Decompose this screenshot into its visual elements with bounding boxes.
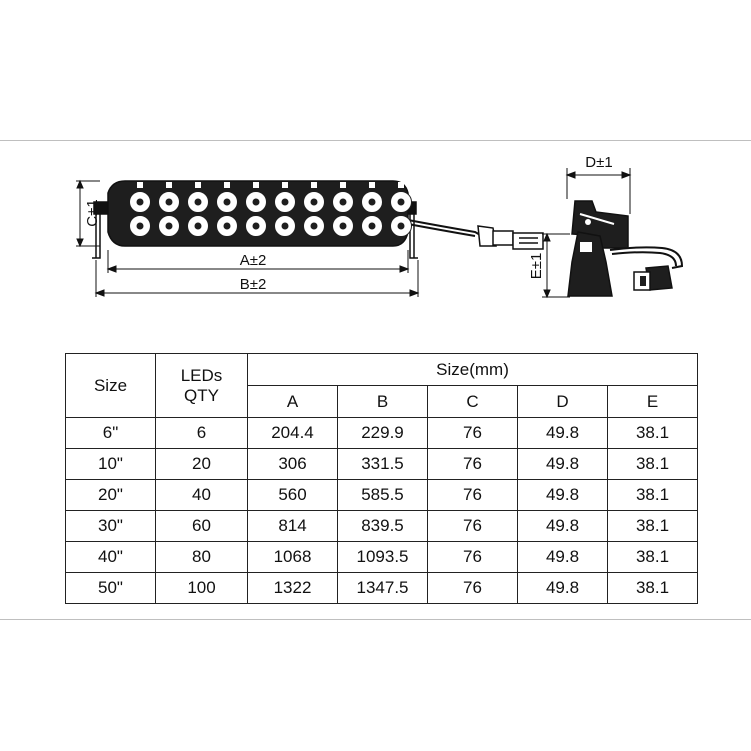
housing-screw — [166, 182, 172, 188]
cell-d: 49.8 — [518, 449, 608, 480]
cell-a: 1322 — [248, 573, 338, 604]
header-col-d: D — [518, 386, 608, 418]
cell-e: 38.1 — [608, 573, 698, 604]
dim-d-label: D±1 — [585, 154, 613, 171]
table-row — [66, 418, 698, 449]
housing-screw — [340, 182, 346, 188]
connector-plug — [513, 233, 543, 249]
led-chip — [253, 223, 260, 230]
cell-size: 10" — [66, 449, 156, 480]
cell-c: 76 — [428, 480, 518, 511]
spec-table — [65, 353, 698, 604]
led-chip — [195, 223, 202, 230]
led-chip — [311, 223, 318, 230]
cell-size: 40" — [66, 542, 156, 573]
housing-screw — [398, 182, 404, 188]
cell-b: 331.5 — [338, 449, 428, 480]
cell-size: 6" — [66, 418, 156, 449]
cell-size: 20" — [66, 480, 156, 511]
cell-leds: 100 — [156, 573, 248, 604]
housing-screw — [311, 182, 317, 188]
cell-e: 38.1 — [608, 480, 698, 511]
header-leds-line1: LEDs — [180, 365, 223, 385]
cell-b: 1347.5 — [338, 573, 428, 604]
cell-c: 76 — [428, 542, 518, 573]
led-chip — [137, 199, 144, 206]
header-leds — [156, 354, 248, 418]
cell-d: 49.8 — [518, 573, 608, 604]
cell-a: 306 — [248, 449, 338, 480]
led-chip — [282, 223, 289, 230]
led-chip — [137, 223, 144, 230]
dim-c-label: C±1 — [84, 199, 101, 227]
header-size: Size — [66, 354, 156, 418]
led-chip — [340, 199, 347, 206]
cell-c: 76 — [428, 418, 518, 449]
cell-c: 76 — [428, 511, 518, 542]
dim-b-label: B±2 — [239, 276, 267, 293]
cell-d: 49.8 — [518, 542, 608, 573]
housing-screw — [224, 182, 230, 188]
cell-d: 49.8 — [518, 511, 608, 542]
cell-leds: 60 — [156, 511, 248, 542]
cell-size: 50" — [66, 573, 156, 604]
connector-body — [493, 231, 513, 245]
cell-leds: 40 — [156, 480, 248, 511]
led-chip — [282, 199, 289, 206]
cell-e: 38.1 — [608, 449, 698, 480]
led-chip — [340, 223, 347, 230]
led-chip — [224, 199, 231, 206]
cell-d: 49.8 — [518, 480, 608, 511]
led-chip — [253, 199, 260, 206]
cell-c: 76 — [428, 573, 518, 604]
header-col-e: E — [608, 386, 698, 418]
housing-screw — [137, 182, 143, 188]
led-chip — [195, 199, 202, 206]
cell-e: 38.1 — [608, 511, 698, 542]
header-leds-line2: QTY — [184, 385, 219, 405]
cell-b: 839.5 — [338, 511, 428, 542]
cell-leds: 80 — [156, 542, 248, 573]
housing-screw — [253, 182, 259, 188]
cell-a: 204.4 — [248, 418, 338, 449]
cell-e: 38.1 — [608, 542, 698, 573]
dim-e — [542, 234, 570, 297]
led-chip — [369, 223, 376, 230]
dim-a-label: A±2 — [239, 252, 267, 269]
led-chip — [398, 223, 405, 230]
cell-size: 30" — [66, 511, 156, 542]
led-chip — [166, 199, 173, 206]
header-row-1 — [66, 354, 698, 386]
housing-screw — [195, 182, 201, 188]
header-col-a: A — [248, 386, 338, 418]
table-row — [66, 573, 698, 604]
cell-leds: 6 — [156, 418, 248, 449]
cell-e: 38.1 — [608, 418, 698, 449]
cell-a: 560 — [248, 480, 338, 511]
header-col-c: C — [428, 386, 518, 418]
cell-b: 229.9 — [338, 418, 428, 449]
cell-leds: 20 — [156, 449, 248, 480]
dim-e-label: E±1 — [528, 252, 545, 280]
led-chip — [224, 223, 231, 230]
led-chip — [166, 223, 173, 230]
table-row — [66, 542, 698, 573]
cell-b: 585.5 — [338, 480, 428, 511]
cell-c: 76 — [428, 449, 518, 480]
cell-a: 814 — [248, 511, 338, 542]
housing-screw — [369, 182, 375, 188]
cell-a: 1068 — [248, 542, 338, 573]
led-chip — [369, 199, 376, 206]
led-chip — [398, 199, 405, 206]
power-cable — [408, 220, 482, 236]
side-view — [568, 201, 682, 296]
header-col-b: B — [338, 386, 428, 418]
header-size-mm: Size(mm) — [248, 354, 698, 386]
cell-d: 49.8 — [518, 418, 608, 449]
table-row — [66, 480, 698, 511]
housing-screw — [282, 182, 288, 188]
table-row — [66, 449, 698, 480]
table-row — [66, 511, 698, 542]
led-chip — [311, 199, 318, 206]
cell-b: 1093.5 — [338, 542, 428, 573]
